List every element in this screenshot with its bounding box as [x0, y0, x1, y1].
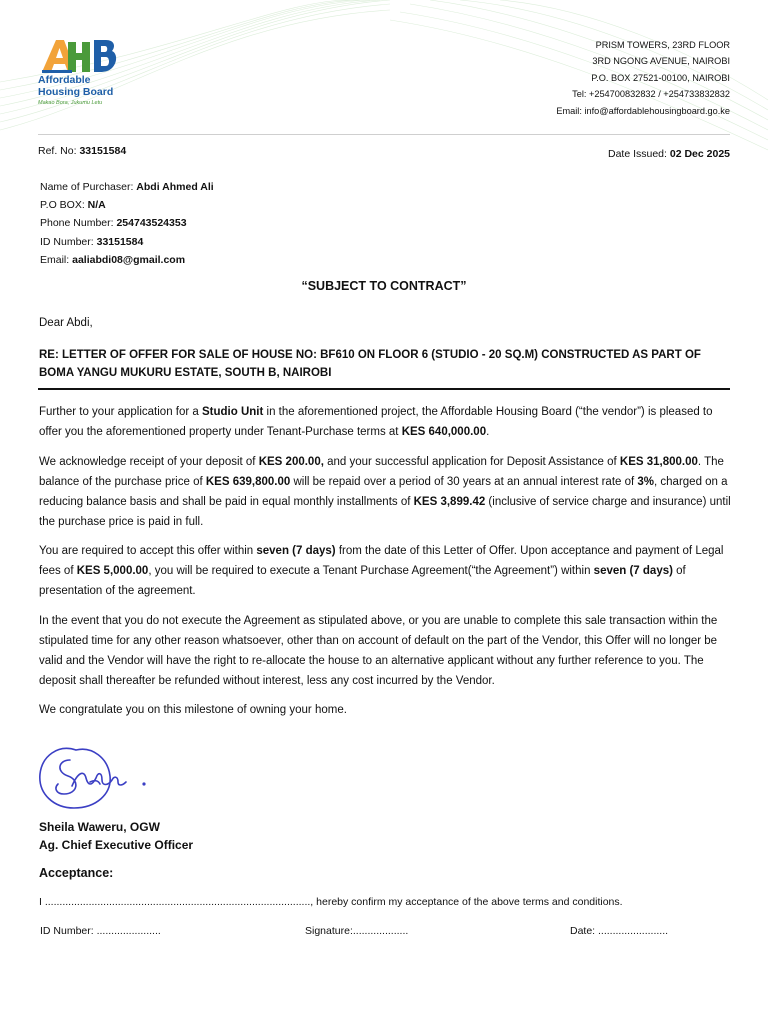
paragraph-offer	[39, 402, 731, 442]
text: in the aforementioned project, the Affordable Housing Board (“the vendor”) is pleased to offer you the aforementioned property under Tenant-Purchase terms at	[39, 406, 713, 438]
acceptance-id-field: ID Number: ......................	[40, 925, 161, 937]
address-line: PRISM TOWERS, 23RD FLOOR	[595, 40, 730, 50]
logo-title	[38, 74, 113, 98]
address-phone: Tel: +254700832832 / +254733832832	[572, 89, 730, 100]
purchaser-phone-row	[40, 214, 214, 232]
reference-number	[38, 145, 126, 157]
purchaser-email-label: Email:	[40, 253, 70, 266]
text: , charged on a reducing balance basis and shall be paid in equal monthly installments of	[39, 475, 728, 508]
unit-type: Studio Unit	[202, 406, 264, 418]
ref-value: 33151584	[79, 145, 127, 157]
interest-rate: 3%	[637, 475, 655, 488]
purchaser-pobox-label: P.O BOX:	[40, 199, 85, 212]
text: from the date of this Letter of Offer. Upon acceptance and payment of Legal fees of	[39, 545, 724, 577]
purchaser-name-row	[40, 178, 214, 196]
acceptance-heading: Acceptance:	[39, 866, 114, 880]
signatory-name: Sheila Waweru, OGW	[39, 820, 160, 834]
subject-divider	[38, 388, 730, 390]
monthly-installment: KES 3,899.42	[413, 495, 486, 508]
acceptance-signature-field: Signature:...................	[305, 925, 409, 937]
acceptance-period: seven (7 days)	[256, 545, 336, 557]
logo-tagline: Makao Bora, Jukumu Letu	[38, 100, 103, 106]
balance-amount: KES 639,800.00	[205, 475, 291, 488]
deposit-assistance-amount: KES 31,800.00	[619, 455, 698, 468]
paragraph-acceptance-terms	[39, 541, 731, 601]
purchaser-name: Abdi Ahmed Ali	[136, 181, 214, 193]
vendor-address	[556, 37, 730, 119]
purchaser-id: 33151584	[96, 235, 144, 248]
letter-subject: RE: LETTER OF OFFER FOR SALE OF HOUSE NO: BF610 ON FLOOR 6 (STUDIO - 20 SQ.M) CONSTRUCTED AS PART OF BOMA YANGU MUKURU ESTATE, SOUTH B, NAIROBI	[39, 349, 701, 379]
offer-price: KES 640,000.00	[401, 426, 487, 438]
purchaser-pobox-row	[40, 196, 214, 214]
date-label: Date Issued:	[607, 148, 667, 160]
purchaser-id-row	[40, 233, 214, 251]
handwritten-signature-icon	[38, 742, 150, 812]
purchaser-name-label: Name of Purchaser:	[40, 181, 134, 193]
text: will be repaid over a period of 30 years at an annual interest rate of	[290, 475, 638, 488]
legal-fees: KES 5,000.00	[76, 565, 149, 577]
address-line: P.O. BOX 27521-00100, NAIROBI	[591, 72, 730, 83]
logo-title-line1: Affordable	[38, 74, 91, 86]
ahb-logo-mark-icon	[38, 36, 118, 74]
signatory-title: Ag. Chief Executive Officer	[39, 838, 194, 852]
deposit-amount: KES 200.00,	[258, 455, 324, 468]
purchaser-id-label: ID Number:	[40, 235, 94, 248]
text: and your successful application for Deposit Assistance of	[323, 455, 620, 468]
date-value: 02 Dec 2025	[669, 148, 730, 160]
paragraph-congratulations: We congratulate you on this milestone of owning your home.	[39, 704, 347, 716]
acceptance-date-field: Date: ........................	[570, 925, 669, 937]
acceptance-statement: I ..........................................................................................., hereby confirm my acceptance of the above terms and conditions.	[39, 896, 623, 908]
purchaser-email-row	[40, 251, 214, 269]
letter-body	[39, 402, 731, 730]
address-email: Email: info@affordablehousingboard.go.ke	[556, 105, 730, 116]
signatory-block	[39, 818, 193, 854]
date-issued	[608, 148, 730, 160]
ahb-logo	[38, 36, 138, 110]
purchaser-phone: 254743524353	[116, 217, 187, 230]
text: .	[486, 426, 490, 438]
subject-to-contract: “SUBJECT TO CONTRACT”	[301, 279, 467, 293]
purchaser-phone-label: Phone Number:	[40, 217, 114, 230]
text: (inclusive of service charge and insurance) until the purchase price is paid in full.	[39, 495, 731, 528]
ref-label: Ref. No:	[38, 145, 77, 157]
purchaser-details	[40, 178, 214, 269]
text: You are required to accept this offer within	[39, 545, 257, 557]
text: , you will be required to execute a Tenant Purchase Agreement(“the Agreement”) within	[148, 565, 594, 577]
text: Further to your application for a	[39, 406, 202, 418]
text: . The balance of the purchase price of	[39, 455, 724, 488]
salutation: Dear Abdi,	[39, 317, 93, 329]
text: We acknowledge receipt of your deposit of	[39, 455, 259, 468]
logo-title-line2: Housing Board	[38, 86, 114, 98]
purchaser-email: aaliabdi08@gmail.com	[72, 253, 186, 266]
address-line: 3RD NGONG AVENUE, NAIROBI	[592, 56, 730, 67]
purchaser-pobox: N/A	[87, 199, 106, 212]
header-divider	[38, 134, 730, 135]
execution-period: seven (7 days)	[593, 565, 673, 577]
paragraph-default-clause: In the event that you do not execute the Agreement as stipulated above, or you are unable to complete this sale transaction within the stipulated time for any other reason whatsoever, other than on account of default on the part of the Vendor, this Offer will no longer be valid and the Vendor will have the right to re-allocate the house to an alternative applicant without any further reference to you. The deposit shall thereafter be refunded without interest, less any cost incurred by the Vendor.	[39, 614, 718, 687]
paragraph-payment-terms	[39, 452, 731, 532]
text: of presentation of the agreement.	[39, 565, 686, 597]
